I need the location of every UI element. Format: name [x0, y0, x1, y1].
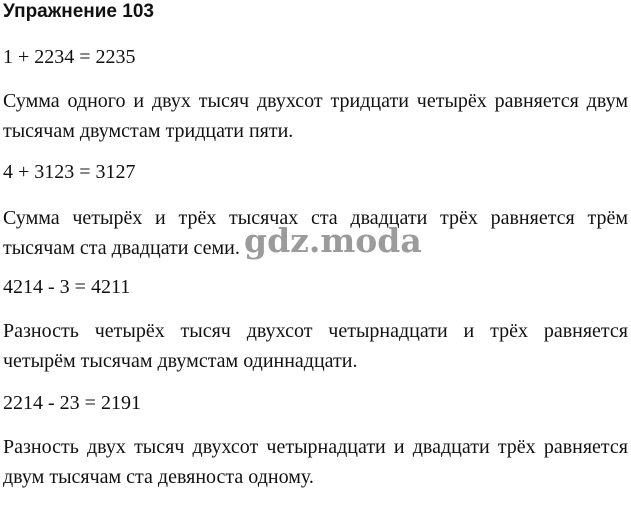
equation-2: 4 + 3123 = 3127	[3, 161, 136, 183]
explanation-1: Сумма одного и двух тысяч двухсот тридцати четырёх равняется двум тысячам двумстам тридцати пяти.	[3, 90, 628, 142]
explanation-4: Разность двух тысяч двухсот четырнадцати и двадцати трёх равняется двум тысячам ста девяноста одному.	[3, 436, 628, 488]
equation-3: 4214 - 3 = 4211	[3, 276, 131, 298]
explanation-3: Разность четырёх тысяч двухсот четырнадцати и трёх равняется четырём тысячам двумстам одиннадцати.	[3, 320, 628, 372]
equation-4: 2214 - 23 = 2191	[3, 392, 141, 414]
explanation-2: Сумма четырёх и трёх тысячах ста двадцати трёх равняется трём тысячам ста двадцати семи.	[3, 207, 628, 259]
exercise-title: Упражнение 103	[3, 1, 154, 22]
watermark: gdz.moda	[244, 221, 422, 260]
equation-1: 1 + 2234 = 2235	[3, 46, 136, 68]
